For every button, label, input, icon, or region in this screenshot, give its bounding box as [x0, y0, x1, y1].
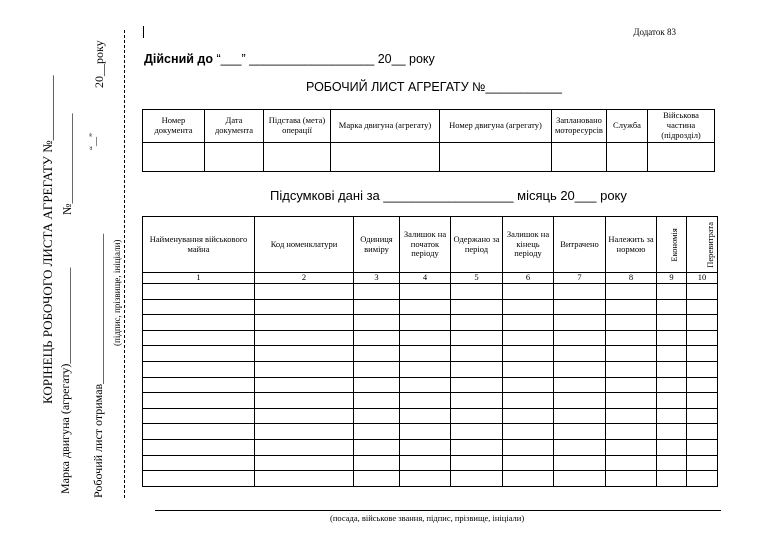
- table-cell[interactable]: [143, 377, 255, 393]
- table-cell[interactable]: [657, 284, 687, 300]
- table-cell[interactable]: [354, 377, 400, 393]
- summary-header-rotated: Перевитрата: [704, 221, 715, 268]
- summary-table: [142, 216, 718, 487]
- table-cell[interactable]: [255, 408, 354, 424]
- table-cell[interactable]: [554, 284, 606, 300]
- table-cell[interactable]: [255, 361, 354, 377]
- table-cell[interactable]: [657, 393, 687, 409]
- table-cell[interactable]: [554, 424, 606, 440]
- info-header: Заплановано моторесурсів: [552, 110, 607, 143]
- summary-header: Одиниця виміру: [354, 217, 400, 273]
- table-cell[interactable]: [687, 471, 718, 487]
- table-cell[interactable]: [503, 377, 554, 393]
- summary-header: Витрачено: [554, 217, 606, 273]
- table-cell[interactable]: [503, 424, 554, 440]
- table-cell[interactable]: [687, 455, 718, 471]
- table-cell[interactable]: [451, 330, 503, 346]
- table-cell[interactable]: [554, 361, 606, 377]
- table-cell[interactable]: [143, 393, 255, 409]
- table-cell[interactable]: [657, 455, 687, 471]
- table-cell[interactable]: [657, 346, 687, 362]
- table-cell[interactable]: [354, 408, 400, 424]
- table-cell[interactable]: [451, 455, 503, 471]
- info-input-row[interactable]: [143, 143, 715, 172]
- table-cell[interactable]: [400, 284, 451, 300]
- table-cell[interactable]: [255, 471, 354, 487]
- info-cell[interactable]: [143, 143, 205, 172]
- signature-line[interactable]: [155, 510, 721, 511]
- table-row[interactable]: [143, 361, 718, 377]
- page-title: РОБОЧИЙ ЛИСТ АГРЕГАТУ №___________: [306, 80, 562, 94]
- table-cell[interactable]: [503, 439, 554, 455]
- table-cell[interactable]: [554, 408, 606, 424]
- stub-date-marks: “__”: [88, 133, 98, 150]
- table-cell[interactable]: [657, 315, 687, 331]
- table-cell[interactable]: [143, 439, 255, 455]
- table-cell[interactable]: [255, 284, 354, 300]
- column-number: 5: [451, 273, 503, 284]
- table-cell[interactable]: [657, 424, 687, 440]
- table-cell[interactable]: [143, 299, 255, 315]
- summary-header: [657, 217, 687, 273]
- summary-header: Одержано за період: [451, 217, 503, 273]
- table-row[interactable]: [143, 393, 718, 409]
- table-cell[interactable]: [143, 284, 255, 300]
- table-cell[interactable]: [255, 455, 354, 471]
- table-cell[interactable]: [503, 408, 554, 424]
- stub-number-label: №_______________: [60, 113, 74, 215]
- info-header: Служба: [607, 110, 648, 143]
- info-cell[interactable]: [552, 143, 607, 172]
- stub-root-title: КОРІНЕЦЬ РОБОЧОГО ЛИСТА АГРЕГАТУ №__________: [40, 75, 55, 404]
- signature-caption: (посада, військове звання, підпис, прізвище, ініціали): [330, 513, 525, 523]
- info-cell[interactable]: [648, 143, 715, 172]
- table-cell[interactable]: [400, 346, 451, 362]
- table-cell[interactable]: [255, 330, 354, 346]
- table-cell[interactable]: [606, 361, 657, 377]
- table-cell[interactable]: [354, 361, 400, 377]
- table-cell[interactable]: [657, 408, 687, 424]
- table-cell[interactable]: [451, 284, 503, 300]
- stub-received-caption: (підпис, прізвище, ініціали): [112, 239, 122, 346]
- info-cell[interactable]: [205, 143, 264, 172]
- cut-tick: [143, 26, 144, 38]
- table-row[interactable]: [143, 346, 718, 362]
- table-cell[interactable]: [554, 393, 606, 409]
- table-cell[interactable]: [503, 315, 554, 331]
- summary-title: Підсумкові дані за __________________ місяць 20___ року: [270, 188, 627, 203]
- info-table: [142, 109, 715, 172]
- table-row[interactable]: [143, 315, 718, 331]
- table-cell[interactable]: [354, 424, 400, 440]
- table-cell[interactable]: [451, 439, 503, 455]
- column-number: 6: [503, 273, 554, 284]
- table-cell[interactable]: [687, 330, 718, 346]
- table-cell[interactable]: [255, 377, 354, 393]
- table-row[interactable]: [143, 408, 718, 424]
- table-cell[interactable]: [554, 377, 606, 393]
- table-cell[interactable]: [554, 346, 606, 362]
- table-cell[interactable]: [143, 315, 255, 331]
- table-cell[interactable]: [255, 439, 354, 455]
- table-cell[interactable]: [554, 315, 606, 331]
- stub-section: [0, 0, 140, 553]
- table-cell[interactable]: [354, 315, 400, 331]
- table-cell[interactable]: [687, 315, 718, 331]
- table-cell[interactable]: [400, 424, 451, 440]
- table-cell[interactable]: [400, 361, 451, 377]
- table-cell[interactable]: [503, 299, 554, 315]
- table-cell[interactable]: [400, 471, 451, 487]
- table-row[interactable]: [143, 455, 718, 471]
- table-row[interactable]: [143, 299, 718, 315]
- column-number-row: [143, 273, 718, 284]
- table-cell[interactable]: [687, 361, 718, 377]
- table-cell[interactable]: [503, 455, 554, 471]
- table-cell[interactable]: [606, 346, 657, 362]
- info-cell[interactable]: [331, 143, 440, 172]
- table-cell[interactable]: [400, 393, 451, 409]
- info-header: Підстава (мета) операції: [264, 110, 331, 143]
- table-cell[interactable]: [606, 455, 657, 471]
- summary-header: Залишок на початок періоду: [400, 217, 451, 273]
- summary-header-rotated: Економія: [668, 227, 679, 262]
- column-number: 4: [400, 273, 451, 284]
- table-cell[interactable]: [606, 315, 657, 331]
- table-cell[interactable]: [354, 346, 400, 362]
- table-cell[interactable]: [400, 299, 451, 315]
- table-cell[interactable]: [143, 330, 255, 346]
- valid-until-date: “___” __________________ 20__ року: [212, 52, 435, 66]
- table-cell[interactable]: [606, 439, 657, 455]
- table-cell[interactable]: [657, 471, 687, 487]
- table-cell[interactable]: [451, 315, 503, 331]
- valid-until: [144, 52, 435, 66]
- table-row[interactable]: [143, 424, 718, 440]
- table-cell[interactable]: [143, 455, 255, 471]
- column-number: 7: [554, 273, 606, 284]
- table-cell[interactable]: [451, 424, 503, 440]
- table-cell[interactable]: [451, 361, 503, 377]
- table-cell[interactable]: [657, 361, 687, 377]
- column-number: 2: [255, 273, 354, 284]
- table-cell[interactable]: [687, 408, 718, 424]
- info-cell[interactable]: [264, 143, 331, 172]
- stub-received: Робочий лист отримав_________________________: [91, 233, 105, 498]
- info-cell[interactable]: [440, 143, 552, 172]
- cut-line: [124, 30, 125, 498]
- table-cell[interactable]: [606, 424, 657, 440]
- summary-header: Найменування військового майна: [143, 217, 255, 273]
- column-number: 8: [606, 273, 657, 284]
- table-cell[interactable]: [554, 439, 606, 455]
- table-row[interactable]: [143, 471, 718, 487]
- table-cell[interactable]: [554, 455, 606, 471]
- table-cell[interactable]: [503, 284, 554, 300]
- column-number: 10: [687, 273, 718, 284]
- table-cell[interactable]: [687, 393, 718, 409]
- table-cell[interactable]: [400, 455, 451, 471]
- annex-label: Додаток 83: [633, 27, 676, 37]
- table-cell[interactable]: [657, 299, 687, 315]
- summary-header: Залишок на кінець періоду: [503, 217, 554, 273]
- table-cell[interactable]: [606, 408, 657, 424]
- table-cell[interactable]: [451, 393, 503, 409]
- column-number: 9: [657, 273, 687, 284]
- table-cell[interactable]: [451, 299, 503, 315]
- table-cell[interactable]: [143, 346, 255, 362]
- stub-engine-brand: Марка двигуна (агрегату)________________: [58, 267, 72, 494]
- table-cell[interactable]: [606, 377, 657, 393]
- table-cell[interactable]: [354, 299, 400, 315]
- table-cell[interactable]: [687, 346, 718, 362]
- table-row[interactable]: [143, 284, 718, 300]
- table-cell[interactable]: [554, 299, 606, 315]
- table-cell[interactable]: [143, 424, 255, 440]
- table-row[interactable]: [143, 377, 718, 393]
- info-header: Марка двигуна (агрегату): [331, 110, 440, 143]
- table-row[interactable]: [143, 330, 718, 346]
- summary-header: Належить за нормою: [606, 217, 657, 273]
- table-row[interactable]: [143, 439, 718, 455]
- table-cell[interactable]: [606, 284, 657, 300]
- table-cell[interactable]: [503, 330, 554, 346]
- info-header: Номер документа: [143, 110, 205, 143]
- table-cell[interactable]: [143, 361, 255, 377]
- valid-until-label: Дійсний до: [144, 52, 213, 66]
- table-cell[interactable]: [400, 408, 451, 424]
- table-cell[interactable]: [451, 408, 503, 424]
- table-cell[interactable]: [687, 377, 718, 393]
- table-cell[interactable]: [687, 439, 718, 455]
- table-cell[interactable]: [503, 393, 554, 409]
- table-cell[interactable]: [657, 377, 687, 393]
- table-cell[interactable]: [657, 330, 687, 346]
- column-number: 1: [143, 273, 255, 284]
- info-cell[interactable]: [607, 143, 648, 172]
- table-cell[interactable]: [554, 330, 606, 346]
- table-cell[interactable]: [354, 455, 400, 471]
- table-cell[interactable]: [255, 424, 354, 440]
- table-cell[interactable]: [400, 377, 451, 393]
- table-cell[interactable]: [354, 284, 400, 300]
- table-cell[interactable]: [554, 471, 606, 487]
- table-cell[interactable]: [255, 299, 354, 315]
- table-cell[interactable]: [606, 393, 657, 409]
- summary-header: Код номенклатури: [255, 217, 354, 273]
- table-cell[interactable]: [503, 346, 554, 362]
- table-cell[interactable]: [354, 393, 400, 409]
- info-header: Військова частина (підрозділ): [648, 110, 715, 143]
- stub-year-label: 20__року: [92, 40, 106, 88]
- table-cell[interactable]: [354, 471, 400, 487]
- table-cell[interactable]: [354, 330, 400, 346]
- table-cell[interactable]: [255, 346, 354, 362]
- table-cell[interactable]: [451, 471, 503, 487]
- table-cell[interactable]: [400, 439, 451, 455]
- table-cell[interactable]: [606, 330, 657, 346]
- table-cell[interactable]: [400, 330, 451, 346]
- table-cell[interactable]: [687, 284, 718, 300]
- table-cell[interactable]: [255, 393, 354, 409]
- summary-header: [687, 217, 718, 273]
- table-cell[interactable]: [451, 377, 503, 393]
- table-cell[interactable]: [503, 471, 554, 487]
- table-cell[interactable]: [400, 315, 451, 331]
- table-cell[interactable]: [143, 408, 255, 424]
- table-cell[interactable]: [503, 361, 554, 377]
- info-header: Номер двигуна (агрегату): [440, 110, 552, 143]
- table-cell[interactable]: [657, 439, 687, 455]
- column-number: 3: [354, 273, 400, 284]
- table-cell[interactable]: [687, 424, 718, 440]
- table-cell[interactable]: [451, 346, 503, 362]
- table-cell[interactable]: [255, 315, 354, 331]
- table-cell[interactable]: [143, 471, 255, 487]
- table-cell[interactable]: [687, 299, 718, 315]
- table-cell[interactable]: [606, 299, 657, 315]
- table-cell[interactable]: [606, 471, 657, 487]
- table-cell[interactable]: [354, 439, 400, 455]
- info-header: Дата документа: [205, 110, 264, 143]
